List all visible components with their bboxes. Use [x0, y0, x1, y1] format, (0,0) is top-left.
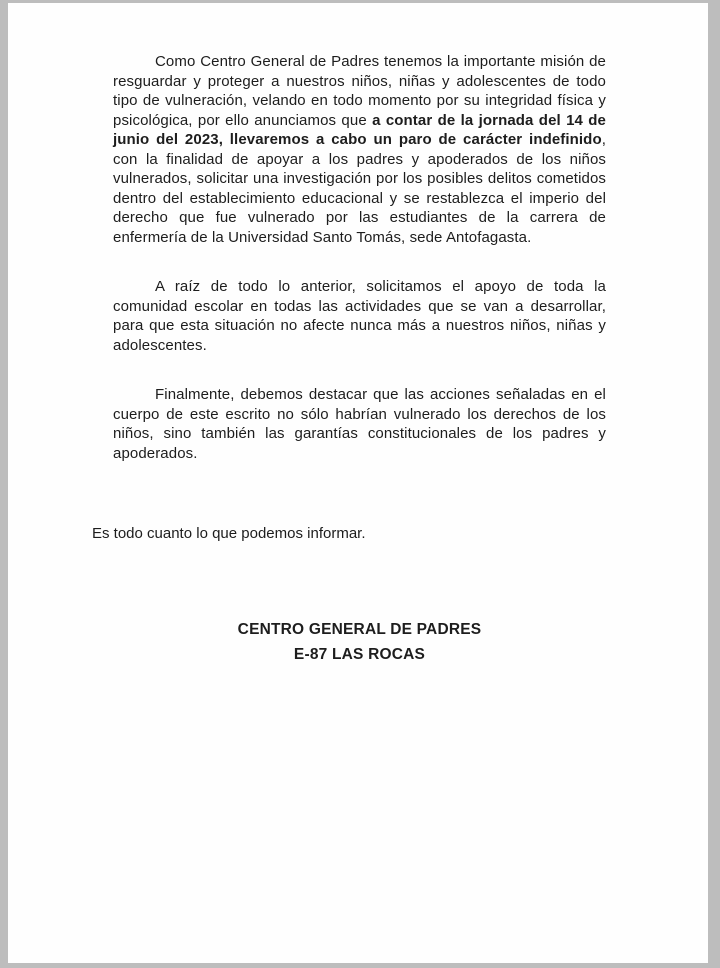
document-page — [8, 3, 708, 963]
paragraph: Como Centro General de Padres tenemos la importante misión de resguardar y proteger a nuestros niños, niñas y adolescentes de todo tipo de vulneración, velando en todo momento por su integridad física y psicológica, por ello anunciamos que a contar de la jornada del 14 de junio del 2023, llevaremos a cabo un paro de carácter indefinido, con la finalidad de apoyar a los padres y apoderados de los niños vulnerados, solicitar una investigación por los posibles delitos cometidos dentro del establecimiento educacional y se restablezca el imperio del derecho que fue vulnerado por las estudiantes de la carrera de enfermería de la Universidad Santo Tomás, sede Antofagasta. — [113, 53, 606, 246]
paragraph: A raíz de todo lo anterior, solicitamos el apoyo de toda la comunidad escolar en todas las actividades que se van a desarrollar, para que esta situación no afecte nunca más a nuestros niños, niñas y adolescentes. — [113, 278, 606, 354]
letter-body — [113, 52, 606, 463]
signature-block — [113, 620, 606, 665]
signature-org: CENTRO GENERAL DE PADRES — [237, 621, 482, 638]
signature-school: E-87 LAS ROCAS — [293, 646, 426, 663]
closing-line: Es todo cuanto lo que podemos informar. — [92, 525, 366, 542]
paragraph: Finalmente, debemos destacar que las acciones señaladas en el cuerpo de este escrito no sólo habrían vulnerado los derechos de los niños, sino también las garantías constitucionales de los padres y apoderados. — [113, 386, 606, 462]
